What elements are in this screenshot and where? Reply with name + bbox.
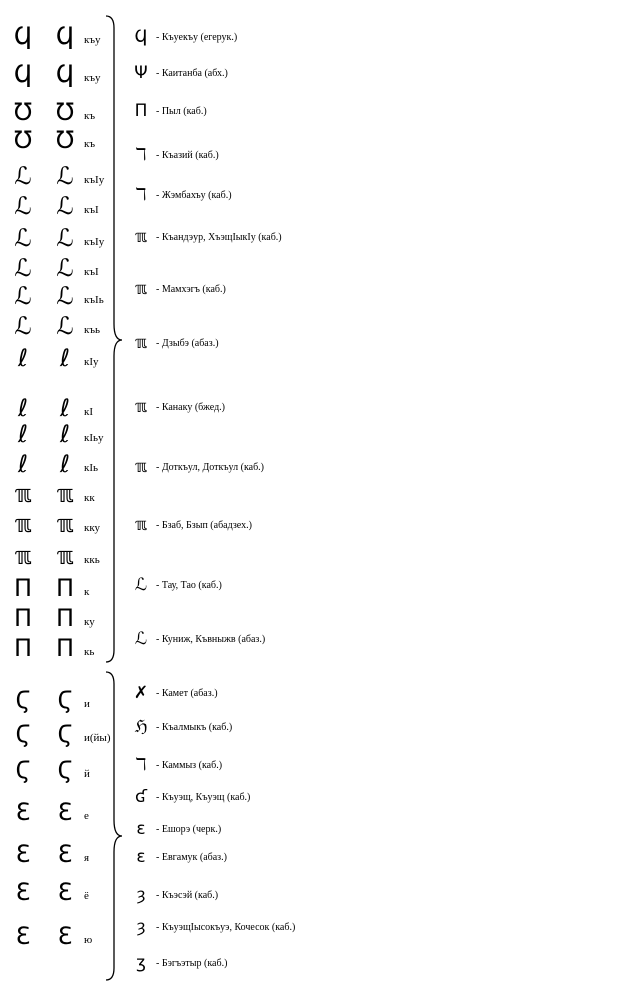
sign-transliteration: к	[84, 586, 90, 598]
sign-glyph: Ϥ	[13, 22, 33, 50]
sign-glyph: ℒ	[14, 312, 32, 340]
sign-glyph: Ʊ	[13, 98, 33, 126]
sign-transliteration: кку	[84, 522, 101, 534]
sign-transliteration: кI	[84, 406, 94, 418]
sign-glyph-variant: ℒ	[56, 162, 74, 190]
family-sign: ℼ	[135, 333, 147, 353]
sign-glyph: Ɛ	[15, 798, 31, 826]
family-sign: ℼ	[135, 227, 147, 247]
sign-glyph: ℒ	[14, 192, 32, 220]
sign-glyph-variant: Ϛ	[57, 686, 73, 714]
sign-glyph: Ϛ	[15, 720, 31, 748]
sign-glyph: ℒ	[14, 254, 32, 282]
family-sign: ℌ	[134, 717, 148, 737]
sign-glyph: Ʊ	[13, 126, 33, 154]
sign-transliteration: кь	[84, 646, 95, 658]
sign-glyph: Ϛ	[15, 686, 31, 714]
family-sign: ℒ	[134, 629, 148, 649]
family-name: - Тау, Тао (каб.)	[156, 580, 222, 591]
sign-glyph: Ɛ	[15, 878, 31, 906]
sign-transliteration: ё	[84, 890, 89, 902]
family-sign: ℼ	[135, 515, 147, 535]
sign-glyph-variant: Ϛ	[57, 756, 73, 784]
sign-transliteration: кIьу	[84, 432, 104, 444]
sign-glyph-variant: Ɛ	[57, 840, 73, 868]
sign-glyph-variant: Π	[55, 604, 75, 632]
sign-transliteration: къIь	[84, 294, 104, 306]
sign-glyph: Π	[13, 574, 33, 602]
sign-glyph-variant: ℒ	[56, 254, 74, 282]
sign-transliteration: къIу	[84, 174, 105, 186]
brace-lower	[104, 670, 124, 982]
sign-glyph: ℓ	[18, 344, 28, 372]
sign-transliteration: ккь	[84, 554, 100, 566]
sign-glyph-variant: Ϥ	[55, 60, 75, 88]
sign-transliteration: къу	[84, 72, 101, 84]
sign-glyph-variant: Ϥ	[55, 22, 75, 50]
family-name: - Евгамук (абаз.)	[156, 852, 227, 863]
family-sign: ℼ	[135, 279, 147, 299]
family-sign: ℼ	[135, 397, 147, 417]
sign-glyph: ℒ	[14, 162, 32, 190]
sign-glyph: Π	[13, 604, 33, 632]
sign-glyph-variant: Ʊ	[55, 126, 75, 154]
family-sign: ℸ	[135, 755, 147, 775]
sign-glyph-variant: ℼ	[56, 510, 74, 538]
sign-transliteration: къу	[84, 34, 101, 46]
sign-transliteration: къ	[84, 138, 96, 150]
family-sign: ℒ	[134, 575, 148, 595]
sign-transliteration: кк	[84, 492, 95, 504]
family-name: - Къэсэй (каб.)	[156, 890, 219, 901]
sign-transliteration: къь	[84, 324, 101, 336]
family-name: - Бзаб, Бзып (абадзех.)	[156, 520, 252, 531]
family-sign: ✗	[133, 683, 149, 703]
sign-glyph: ℓ	[18, 450, 28, 478]
sign-transliteration: кIь	[84, 462, 99, 474]
family-sign: ℸ	[135, 145, 147, 165]
family-sign: Ψ	[134, 63, 148, 83]
sign-glyph: Ɛ	[15, 922, 31, 950]
sign-transliteration: къ	[84, 110, 96, 122]
sign-transliteration: й	[84, 768, 90, 780]
sign-transliteration: ку	[84, 616, 95, 628]
family-name: - Бэгъэтыр (каб.)	[156, 958, 228, 969]
sign-glyph-variant: ℒ	[56, 312, 74, 340]
family-sign: Ϥ	[134, 27, 148, 47]
sign-glyph-variant: ℒ	[56, 224, 74, 252]
family-name: - Каитанба (абх.)	[156, 68, 228, 79]
sign-glyph: ℓ	[18, 420, 28, 448]
sign-glyph-variant: Ϛ	[57, 720, 73, 748]
sign-glyph: Π	[13, 634, 33, 662]
family-name: - Доткъул, Доткъул (каб.)	[156, 462, 265, 473]
family-name: - Мамхэгъ (каб.)	[156, 284, 226, 295]
family-name: - Къалмыкъ (каб.)	[156, 722, 233, 733]
sign-glyph-variant: Π	[55, 634, 75, 662]
sign-glyph-variant: ℼ	[56, 480, 74, 508]
family-sign: ʛ	[134, 787, 148, 807]
sign-glyph: ℓ	[18, 394, 28, 422]
sign-glyph-variant: Ʊ	[55, 98, 75, 126]
sign-glyph: ℒ	[14, 282, 32, 310]
sign-glyph-variant: ℒ	[56, 192, 74, 220]
sign-glyph: Ϛ	[15, 756, 31, 784]
sign-glyph-variant: Π	[55, 574, 75, 602]
family-sign: ʒ	[136, 953, 146, 973]
family-name: - Канаку (бжед.)	[156, 402, 225, 413]
family-name: - Жэмбахъу (каб.)	[156, 190, 232, 201]
family-name: - Пыл (каб.)	[156, 106, 207, 117]
sign-transliteration: къI	[84, 266, 99, 278]
sign-glyph-variant: ℼ	[56, 542, 74, 570]
sign-glyph: Ɛ	[15, 840, 31, 868]
family-sign: ε	[136, 819, 146, 839]
brace-upper	[104, 14, 124, 664]
sign-transliteration: къI	[84, 204, 99, 216]
sign-glyph: ℼ	[14, 542, 32, 570]
family-sign: ℼ	[135, 457, 147, 477]
sign-glyph: Ϥ	[13, 60, 33, 88]
sign-glyph-variant: ℓ	[60, 420, 70, 448]
family-name: - Ешорэ (черк.)	[156, 824, 222, 835]
family-name: - Камет (абаз.)	[156, 688, 218, 699]
family-name: - Къазий (каб.)	[156, 150, 219, 161]
sign-transliteration: и(йы)	[84, 732, 111, 744]
sign-glyph-variant: ℓ	[60, 450, 70, 478]
family-sign: ȝ	[136, 885, 146, 905]
sign-glyph: ℼ	[14, 510, 32, 538]
sign-glyph: ℒ	[14, 224, 32, 252]
family-name: - Къандэур, ХъэщIыкIу (каб.)	[156, 232, 282, 243]
sign-transliteration: ю	[84, 934, 93, 946]
sign-glyph: ℼ	[14, 480, 32, 508]
family-name: - Къуэщ, Къуэщ (каб.)	[156, 792, 251, 803]
sign-transliteration: и	[84, 698, 90, 710]
sign-glyph-variant: ℓ	[60, 344, 70, 372]
family-name: - Куниж, Къвныжв (абаз.)	[156, 634, 266, 645]
family-sign: ℸ	[135, 185, 147, 205]
sign-glyph-variant: Ɛ	[57, 922, 73, 950]
family-name: - Дзыбэ (абаз.)	[156, 338, 219, 349]
sign-glyph-variant: Ɛ	[57, 798, 73, 826]
sign-transliteration: кIу	[84, 356, 99, 368]
sign-transliteration: е	[84, 810, 89, 822]
family-name: - Каммыз (каб.)	[156, 760, 223, 771]
sign-transliteration: къIу	[84, 236, 105, 248]
family-name: - Къуекъу (егерук.)	[156, 32, 238, 43]
family-name: - КъуэщIысокъуэ, Кочесок (каб.)	[156, 922, 296, 933]
sign-glyph-variant: ℓ	[60, 394, 70, 422]
family-sign: ε	[136, 847, 146, 867]
family-sign: Π	[134, 101, 148, 121]
sign-glyph-variant: Ɛ	[57, 878, 73, 906]
sign-transliteration: я	[84, 852, 90, 864]
sign-glyph-variant: ℒ	[56, 282, 74, 310]
family-sign: ȝ	[136, 917, 146, 937]
